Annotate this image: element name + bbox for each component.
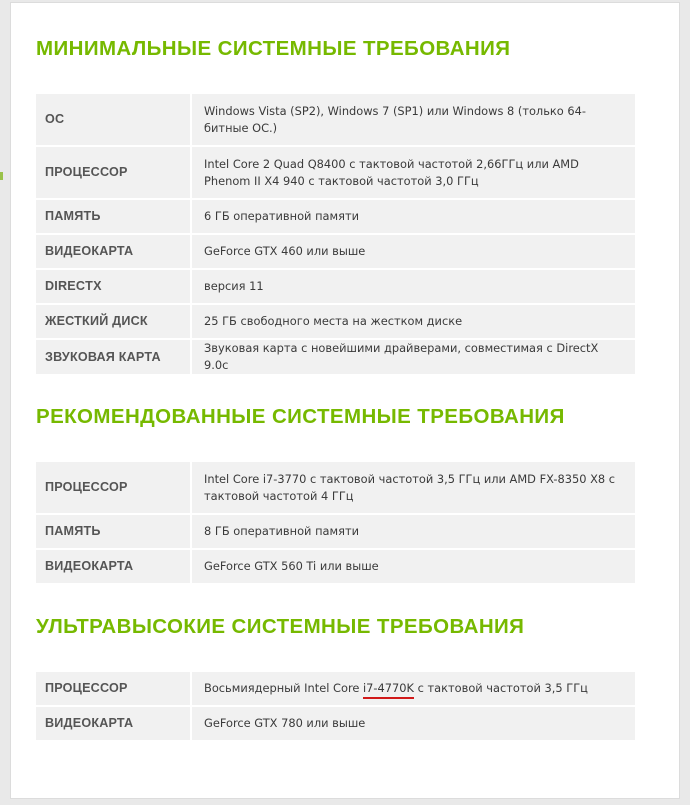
table-row <box>36 94 635 145</box>
highlighted-cpu-model: i7-4770K <box>363 681 414 699</box>
ultra-requirements-title: УЛЬТРАВЫСОКИЕ СИСТЕМНЫЕ ТРЕБОВАНИЯ <box>36 615 525 638</box>
row-label: DIRECTX <box>36 270 192 303</box>
row-value: 8 ГБ оперативной памяти <box>192 515 635 548</box>
row-value: GeForce GTX 460 или выше <box>192 235 635 268</box>
value-suffix: с тактовой частотой 3,5 ГГц <box>414 681 588 695</box>
value-prefix: Восьмиядерный Intel Core <box>204 681 364 695</box>
row-label: ЗВУКОВАЯ КАРТА <box>36 340 192 374</box>
row-label: ВИДЕОКАРТА <box>36 550 192 583</box>
ultra-requirements-table <box>36 670 635 742</box>
table-row <box>36 305 635 338</box>
row-label: ВИДЕОКАРТА <box>36 707 192 740</box>
row-value: GeForce GTX 560 Ti или выше <box>192 550 635 583</box>
row-value: Intel Core 2 Quad Q8400 с тактовой частотой 2,66ГГц или AMD Phenom II X4 940 с тактовой частотой 3,0 ГГц <box>192 147 635 198</box>
row-label: ПРОЦЕССОР <box>36 462 192 513</box>
row-label: ПРОЦЕССОР <box>36 672 192 705</box>
row-value <box>192 672 635 705</box>
table-row <box>36 200 635 233</box>
table-row <box>36 550 635 583</box>
row-label: ВИДЕОКАРТА <box>36 235 192 268</box>
recommended-requirements-table <box>36 460 635 585</box>
table-row <box>36 707 635 740</box>
table-row <box>36 340 635 374</box>
row-value: 6 ГБ оперативной памяти <box>192 200 635 233</box>
row-value: Windows Vista (SP2), Windows 7 (SP1) или Windows 8 (только 64-битные ОС.) <box>192 94 635 145</box>
recommended-requirements-title: РЕКОМЕНДОВАННЫЕ СИСТЕМНЫЕ ТРЕБОВАНИЯ <box>36 405 565 428</box>
minimum-requirements-title: МИНИМАЛЬНЫЕ СИСТЕМНЫЕ ТРЕБОВАНИЯ <box>36 37 511 60</box>
row-value: GeForce GTX 780 или выше <box>192 707 635 740</box>
table-row <box>36 672 635 705</box>
table-row <box>36 515 635 548</box>
row-label: ЖЕСТКИЙ ДИСК <box>36 305 192 338</box>
row-value: версия 11 <box>192 270 635 303</box>
table-row <box>36 235 635 268</box>
table-row <box>36 147 635 198</box>
row-value: 25 ГБ свободного места на жестком диске <box>192 305 635 338</box>
requirements-page <box>10 2 680 799</box>
minimum-requirements-table <box>36 92 635 376</box>
row-label: ПАМЯТЬ <box>36 515 192 548</box>
edge-decoration <box>0 172 3 180</box>
row-value: Intel Core i7-3770 с тактовой частотой 3,5 ГГц или AMD FX-8350 X8 с тактовой частотой 4 ГГц <box>192 462 635 513</box>
table-row <box>36 462 635 513</box>
row-value: Звуковая карта с новейшими драйверами, совместимая с DirectX 9.0c <box>192 340 635 374</box>
table-row <box>36 270 635 303</box>
row-label: ПРОЦЕССОР <box>36 147 192 198</box>
row-label: ПАМЯТЬ <box>36 200 192 233</box>
row-label: ОС <box>36 94 192 145</box>
